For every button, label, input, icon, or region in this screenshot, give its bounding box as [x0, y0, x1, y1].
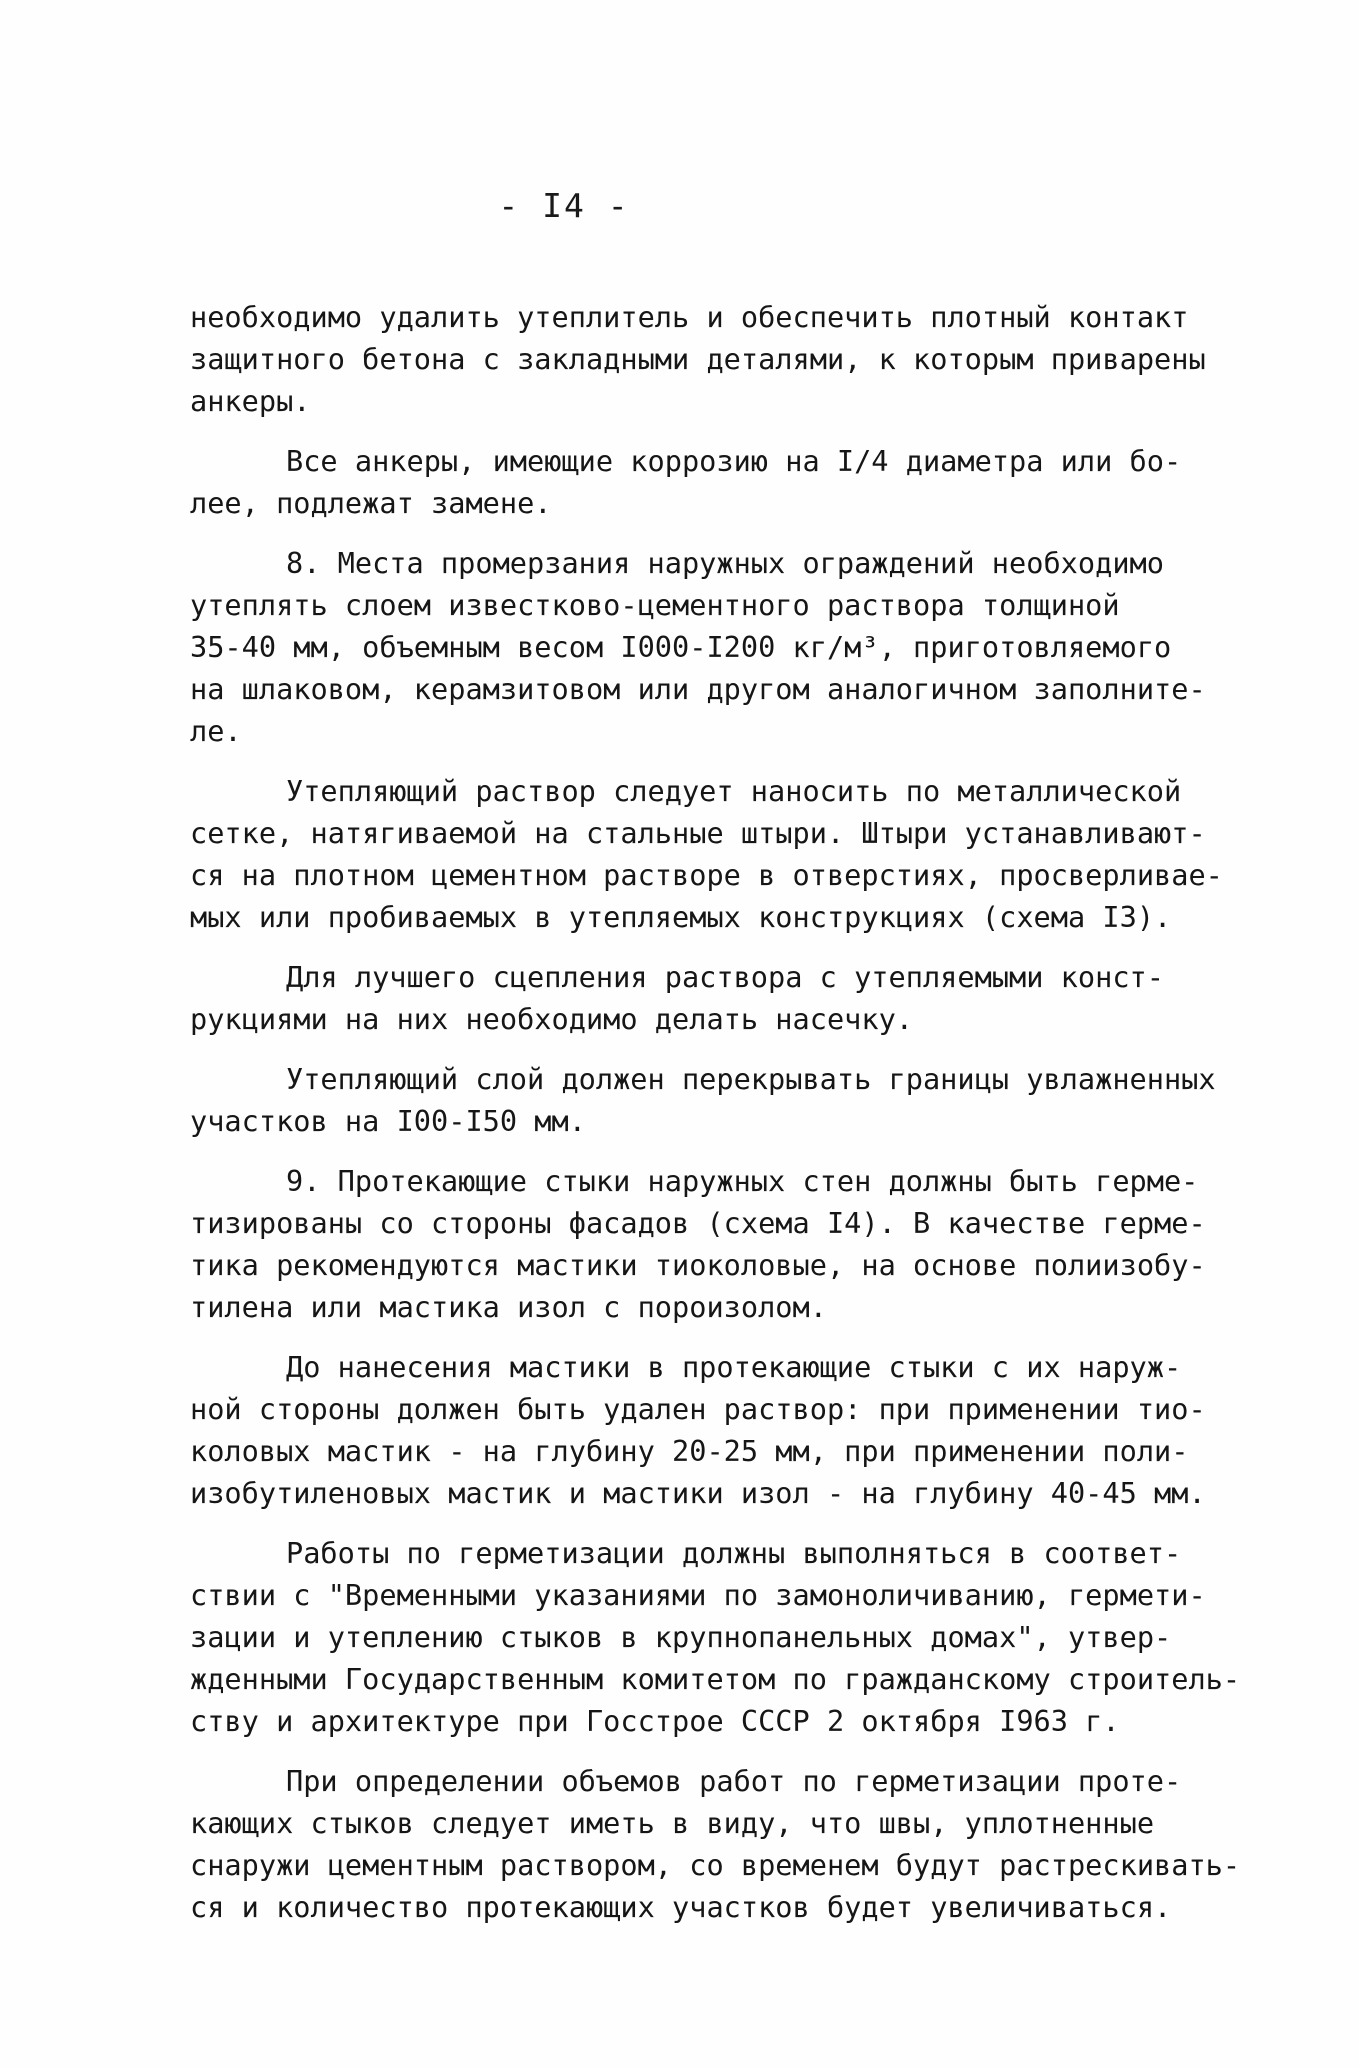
paragraph-2: [190, 440, 1200, 524]
text-line: коловых мастик - на глубину 20-25 мм, при применении поли-: [190, 1434, 1189, 1468]
text-line: ствии с "Временными указаниями по замоноличиванию, гермети-: [190, 1578, 1206, 1612]
paragraph-3: [190, 542, 1206, 752]
text-line: ству и архитектуре при Госстрое СССР 2 октября I963 г.: [190, 1704, 1120, 1738]
text-line: жденными Государственным комитетом по гражданскому строитель-: [190, 1662, 1241, 1696]
text-line: тилена или мастика изол с пороизолом.: [190, 1290, 827, 1324]
text-line: Утепляющий слой должен перекрывать границы увлажненных: [286, 1062, 1216, 1096]
text-line: 8. Места промерзания наружных ограждений необходимо: [286, 546, 1164, 580]
page-number: - I4 -: [498, 186, 630, 225]
paragraph-1: [190, 296, 1206, 422]
text-line: Все анкеры, имеющие коррозию на I/4 диаметра или бо-: [286, 444, 1182, 478]
text-line: ся и количество протекающих участков будет увеличиваться.: [190, 1890, 1172, 1924]
text-line: Работы по герметизации должны выполняться в соответ-: [286, 1536, 1182, 1570]
text-line: тика рекомендуются мастики тиоколовые, на основе полиизобу-: [190, 1248, 1206, 1282]
text-line: 9. Протекающие стыки наружных стен должны быть герме-: [286, 1164, 1199, 1198]
text-line: тизированы со стороны фасадов (схема I4). В качестве герме-: [190, 1206, 1206, 1240]
text-line: защитного бетона с закладными деталями, к которым приварены: [190, 342, 1206, 376]
text-line: Для лучшего сцепления раствора с утепляемыми конст-: [286, 960, 1164, 994]
paragraph-10: [190, 1760, 1241, 1928]
text-line: изобутиленовых мастик и мастики изол - на глубину 40-45 мм.: [190, 1476, 1206, 1510]
text-line: ле.: [190, 714, 242, 748]
text-line: анкеры.: [190, 384, 311, 418]
text-line: Утепляющий раствор следует наносить по металлической: [286, 774, 1182, 808]
text-line: участков на I00-I50 мм.: [190, 1104, 586, 1138]
text-line: До нанесения мастики в протекающие стыки с их наруж-: [286, 1350, 1182, 1384]
paragraph-9: [190, 1532, 1241, 1742]
text-line: лее, подлежат замене.: [190, 486, 552, 520]
text-line: сетке, натягиваемой на стальные штыри. Штыри устанавливают-: [190, 816, 1206, 850]
text-line: мых или пробиваемых в утепляемых конструкциях (схема I3).: [190, 900, 1172, 934]
paragraph-4: [190, 770, 1223, 938]
text-line: зации и утеплению стыков в крупнопанельных домах", утвер-: [190, 1620, 1172, 1654]
text-line: необходимо удалить утеплитель и обеспечить плотный контакт: [190, 300, 1189, 334]
text-line: на шлаковом, керамзитовом или другом аналогичном заполните-: [190, 672, 1206, 706]
text-line: ся на плотном цементном растворе в отверстиях, просверливае-: [190, 858, 1223, 892]
text-line: снаружи цементным раствором, со временем будут растрескивать-: [190, 1848, 1241, 1882]
text-line: ной стороны должен быть удален раствор: при применении тио-: [190, 1392, 1206, 1426]
text-line: При определении объемов работ по герметизации проте-: [286, 1764, 1182, 1798]
text-line: утеплять слоем известково-цементного раствора толщиной: [190, 588, 1120, 622]
text-line: 35-40 мм, объемным весом I000-I200 кг/м³, приготовляемого: [190, 630, 1172, 664]
paragraph-5: [190, 956, 1200, 1040]
paragraph-6: [190, 1058, 1216, 1142]
document-body: [190, 296, 1241, 1928]
paragraph-8: [190, 1346, 1206, 1514]
paragraph-7: [190, 1160, 1206, 1328]
text-line: кающих стыков следует иметь в виду, что швы, уплотненные: [190, 1806, 1155, 1840]
text-line: рукциями на них необходимо делать насечку.: [190, 1002, 914, 1036]
